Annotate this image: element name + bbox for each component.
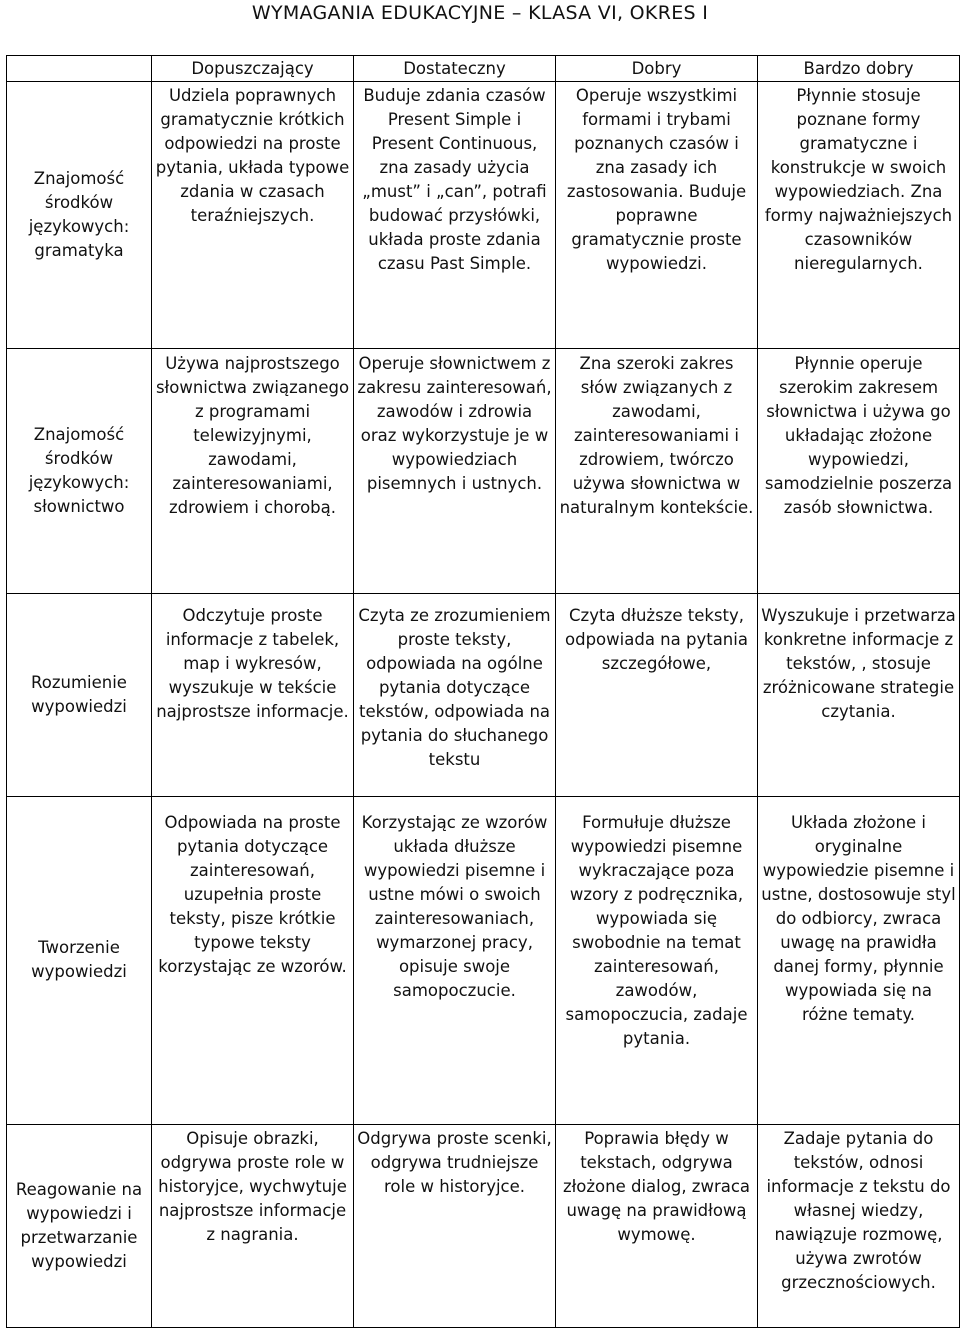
cell-text: Poprawia błędy w tekstach, odgrywa złożone dialog, zwraca uwagę na prawidłową wymowę. [562,1128,751,1244]
cell-text: Płynnie operuje szerokim zakresem słownictwa i używa go układając złożone wypowiedzi, samodzielnie poszerza zasób słownictwa. [764,354,953,518]
cell-text: Czyta ze zrozumieniem proste teksty, odpowiada na ogólne pytania dotyczące tekstów, odpowiada na pytania do słuchanego tekstu [358,605,551,769]
table-cell [556,349,758,593]
cell-text: Czyta dłuższe teksty, odpowiada na pytania szczegółowe, [565,605,748,673]
cell-text: Odczytuje proste informacje z tabelek, map i wykresów, wyszukuje w tekście najprostsze informacje. [156,605,349,721]
table-cell [152,1124,354,1327]
row-header: Rozumienie wypowiedzi [7,593,152,796]
cell-text: Formułuje dłuższe wypowiedzi pisemne wykraczające poza wzory z podręcznika, wypowiada się swobodnie na temat zainteresowań, zawodów, samopoczucia, zadaje pytania. [565,813,748,1049]
table-cell [152,797,354,1125]
table-cell [354,82,556,349]
table-row [7,1124,960,1327]
column-header: Bardzo dobry [758,56,960,82]
cell-text: Zadaje pytania do tekstów, odnosi informacje z tekstu do własnej wiedzy, nawiązuje rozmowę, używa zwrotów grzecznościowych. [766,1128,951,1292]
cell-text: Udziela poprawnych gramatycznie krótkich odpowiedzi na proste pytania, układa typowe zdania w czasach teraźniejszych. [155,86,350,226]
document-title: WYMAGANIA EDUKACYJNE – KLASA VI, OKRES I [251,2,709,24]
cell-text: Korzystając ze wzorów układa dłuższe wypowiedzi pisemne i ustne mówi o swoich zainteresowaniach, wymarzonej pracy, opisuje swoje samopoczucie. [361,813,548,1001]
row-header: Tworzenie wypowiedzi [7,797,152,1125]
table-row [7,82,960,349]
table-cell [354,349,556,593]
table-cell [758,797,960,1125]
column-header: Dostateczny [354,56,556,82]
table-cell [758,349,960,593]
requirements-table [6,55,960,1328]
table-cell [556,1124,758,1327]
table-cell [758,593,960,796]
cell-text: Wyszukuje i przetwarza konkretne informacje z tekstów, , stosuje zróżnicowane strategie czytania. [761,605,956,721]
table-cell [152,593,354,796]
cell-text: Odpowiada na proste pytania dotyczące zainteresowań, uzupełnia proste teksty, pisze krótkie typowe teksty korzystając ze wzorów. [158,813,347,977]
column-header: Dobry [556,56,758,82]
table-row [7,349,960,593]
table-row [7,797,960,1125]
cell-text: Opisuje obrazki, odgrywa proste role w historyjce, wychwytuje najprostsze informacje z nagrania. [158,1128,347,1244]
table-cell [152,82,354,349]
cell-text: Operuje wszystkimi formami i trybami poznanych czasów i zna zasady ich zastosowania. Buduje poprawne gramatycznie proste wypowiedzi. [566,86,747,274]
row-header: Znajomość środków językowych: gramatyka [7,82,152,349]
row-header: Znajomość środków językowych: słownictwo [7,349,152,593]
table-cell [556,797,758,1125]
table-cell [354,1124,556,1327]
cell-text: Używa najprostszego słownictwa związanego z programami telewizyjnymi, zawodami, zainteresowaniami, zdrowiem i chorobą. [155,354,350,518]
table-cell [354,593,556,796]
table-cell [758,82,960,349]
table-cell [152,349,354,593]
table-row [7,593,960,796]
table-cell [354,797,556,1125]
row-header: Reagowanie na wypowiedzi i przetwarzanie wypowiedzi [7,1124,152,1327]
cell-text: Odgrywa proste scenki, odgrywa trudniejsze role w historyjce. [357,1128,552,1196]
corner-cell [7,56,152,82]
table-header-row [7,56,960,82]
column-header: Dopuszczający [152,56,354,82]
cell-text: Płynnie stosuje poznane formy gramatyczne i konstrukcje w swoich wypowiedziach. Zna formy najważniejszych czasowników nieregularnych. [764,86,953,274]
table-cell [556,593,758,796]
cell-text: Zna szeroki zakres słów związanych z zawodami, zainteresowaniami i zdrowiem, twórczo używa słownictwa w naturalnym kontekście. [559,354,754,518]
table-cell [758,1124,960,1327]
cell-text: Buduje zdania czasów Present Simple i Present Continuous, zna zasady użycia „must” i „can”, potrafi budować przysłówki, układa proste zdania czasu Past Simple. [362,86,547,274]
cell-text: Operuje słownictwem z zakresu zainteresowań, zawodów i zdrowia oraz wykorzystuje je w wypowiedziach pisemnych i ustnych. [357,354,552,494]
cell-text: Układa złożone i oryginalne wypowiedzie pisemne i ustne, dostosowuje styl do odbiorcy, zwraca uwagę na prawidła danej formy, płynnie wypowiada się na różne tematy. [761,813,956,1025]
table-cell [556,82,758,349]
